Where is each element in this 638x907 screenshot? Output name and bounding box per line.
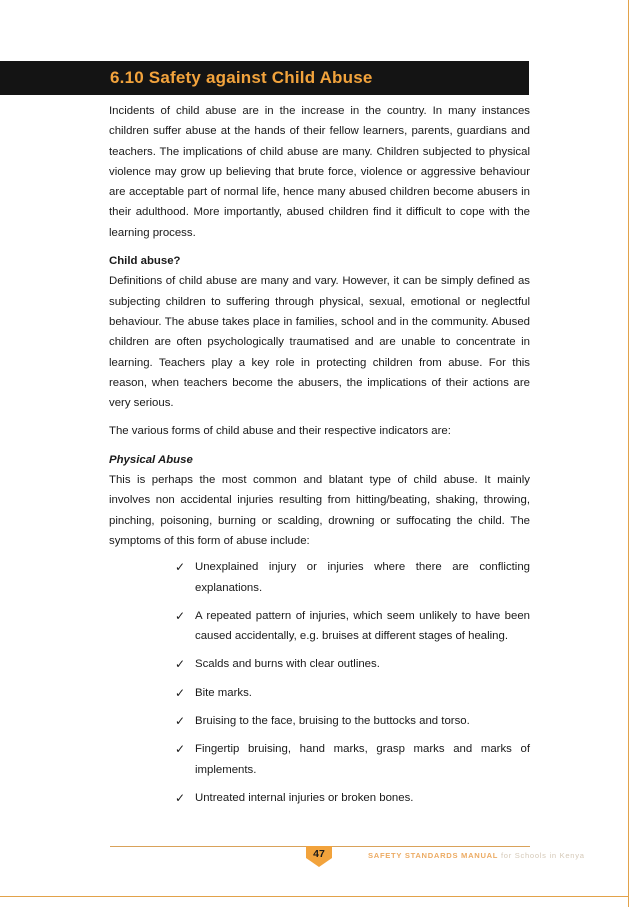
checkmark-icon: ✓ xyxy=(175,608,186,623)
footer-title-light: for Schools in Kenya xyxy=(500,851,585,860)
checkmark-icon: ✓ xyxy=(175,742,186,757)
checkmark-icon: ✓ xyxy=(175,790,186,805)
child-abuse-paragraph: Definitions of child abuse are many and vary. However, it can be simply defined as subjecting children to suffering through physical, sexual, emotional or neglectful behaviour. The abuse takes place in families, school and in the community. Abused children are often psychologically traumatised and are unable to concentrate in learning. Teachers play a key role in protecting children from abuse. For this reason, when teachers become the abusers, the implications of their actions are very serious. xyxy=(109,275,530,410)
forms-intro-paragraph: The various forms of child abuse and their respective indicators are: xyxy=(109,425,451,438)
physical-abuse-paragraph: This is perhaps the most common and blatant type of child abuse. It mainly involves non accidental injuries resulting from hitting/beating, shaking, throwing, pinching, poisoning, burning or scalding, drowning or suffocating the child. The symptoms of this form of abuse include: xyxy=(109,474,530,547)
list-item xyxy=(175,606,530,647)
list-item-text: A repeated pattern of injuries, which seem unlikely to have been caused accidentally, e.g. bruises at different stages of healing. xyxy=(195,609,530,643)
checkmark-icon: ✓ xyxy=(175,714,186,729)
list-item xyxy=(175,711,530,731)
footer-title-strong: SAFETY STANDARDS MANUAL xyxy=(368,851,499,860)
list-item-text: Fingertip bruising, hand marks, grasp marks and marks of implements. xyxy=(195,743,530,776)
list-item xyxy=(175,654,530,674)
list-item-text: Scalds and burns with clear outlines. xyxy=(195,658,380,671)
list-item xyxy=(175,557,530,598)
physical-abuse-heading: Physical Abuse xyxy=(109,453,193,466)
child-abuse-heading: Child abuse? xyxy=(109,255,181,268)
checkmark-icon: ✓ xyxy=(175,685,186,700)
checkmark-icon: ✓ xyxy=(175,657,186,672)
list-item-text: Untreated internal injuries or broken bones. xyxy=(195,791,414,804)
checkmark-icon: ✓ xyxy=(175,560,186,575)
list-item-text: Bruising to the face, bruising to the buttocks and torso. xyxy=(195,715,470,728)
page-frame-right-rule xyxy=(628,0,629,907)
footer-title xyxy=(368,851,585,861)
section-title: 6.10 Safety against Child Abuse xyxy=(110,68,373,87)
list-item xyxy=(175,683,530,703)
list-item xyxy=(175,788,530,808)
list-item xyxy=(175,739,530,780)
intro-paragraph: Incidents of child abuse are in the increase in the country. In many instances children suffer abuse at the hands of their fellow learners, parents, guardians and teachers. The implications of child abuse are many. Children subjected to physical violence may grow up believing that brute force, violence or aggressive behaviour are acceptable part of normal life, hence many abused children become abusers in their adulthood. More importantly, abused children find it difficult to cope with the learning process. xyxy=(109,105,530,239)
symptom-list xyxy=(109,557,530,808)
page-body xyxy=(109,101,530,816)
list-item-text: Bite marks. xyxy=(195,686,252,699)
page-frame-bottom-rule xyxy=(0,896,629,897)
page-number: 47 xyxy=(313,848,325,860)
list-item-text: Unexplained injury or injuries where there are conflicting explanations. xyxy=(195,561,530,594)
